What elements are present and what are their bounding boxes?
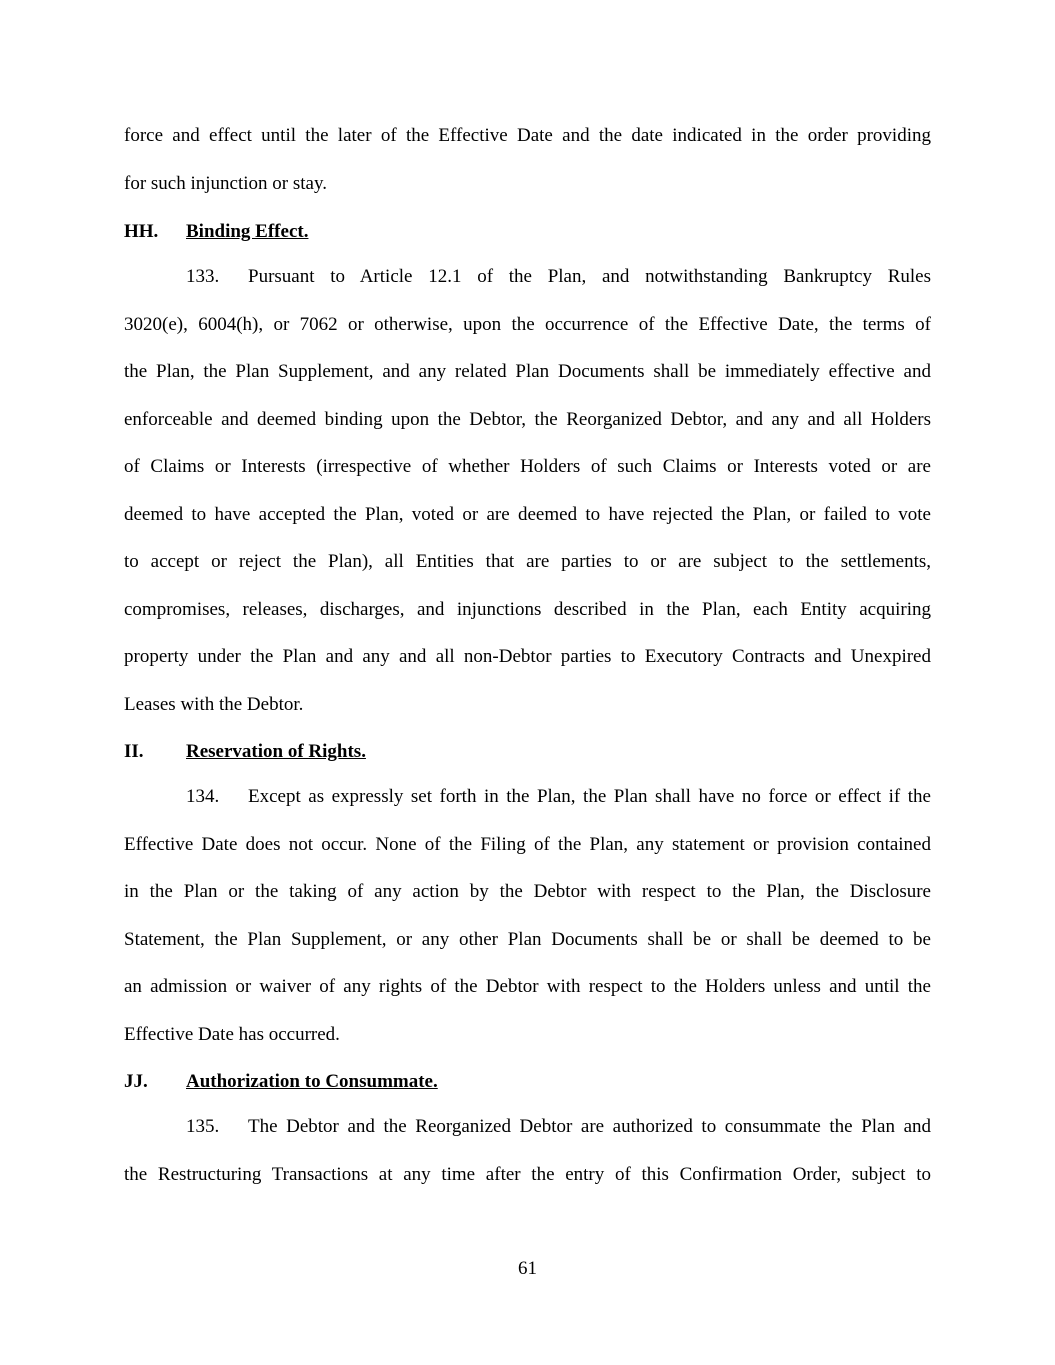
paragraph-134-line: Effective Date does not occur. None of the Filing of the Plan, any statement or provision contained bbox=[124, 834, 931, 855]
paragraph-133-line: Leases with the Debtor. bbox=[124, 694, 304, 715]
page-number: 61 bbox=[518, 1258, 537, 1279]
section-number: JJ. bbox=[124, 1071, 148, 1092]
continuation-line: force and effect until the later of the Effective Date and the date indicated in the order providing bbox=[124, 125, 931, 146]
paragraph-text: Pursuant to Article 12.1 of the Plan, and notwithstanding Bankruptcy Rules bbox=[248, 266, 931, 287]
paragraph-134-line: Statement, the Plan Supplement, or any other Plan Documents shall be or shall be deemed to be bbox=[124, 929, 931, 950]
paragraph-134-line: an admission or waiver of any rights of the Debtor with respect to the Holders unless and until the bbox=[124, 976, 931, 997]
paragraph-number: 133. bbox=[186, 266, 220, 287]
paragraph-135-line: the Restructuring Transactions at any time after the entry of this Confirmation Order, subject to bbox=[124, 1164, 931, 1185]
section-number: II. bbox=[124, 741, 144, 762]
paragraph-133-line: enforceable and deemed binding upon the Debtor, the Reorganized Debtor, and any and all Holders bbox=[124, 409, 931, 430]
paragraph-133-line: property under the Plan and any and all non-Debtor parties to Executory Contracts and Unexpired bbox=[124, 646, 931, 667]
paragraph-text: Except as expressly set forth in the Plan, the Plan shall have no force or effect if the bbox=[248, 786, 931, 807]
paragraph-133-line: to accept or reject the Plan), all Entities that are parties to or are subject to the settlements, bbox=[124, 551, 931, 572]
paragraph-133-line: 3020(e), 6004(h), or 7062 or otherwise, upon the occurrence of the Effective Date, the terms of bbox=[124, 314, 931, 335]
paragraph-133-line: the Plan, the Plan Supplement, and any related Plan Documents shall be immediately effective and bbox=[124, 361, 931, 382]
paragraph-133-line bbox=[124, 265, 931, 289]
section-number: HH. bbox=[124, 221, 159, 242]
section-title: Reservation of Rights. bbox=[186, 741, 366, 762]
section-heading-jj bbox=[124, 1070, 438, 1094]
paragraph-number: 134. bbox=[186, 786, 220, 807]
paragraph-number: 135. bbox=[186, 1116, 220, 1137]
paragraph-134-line bbox=[124, 785, 931, 809]
section-heading-hh bbox=[124, 220, 308, 244]
continuation-line: for such injunction or stay. bbox=[124, 173, 327, 194]
section-heading-ii bbox=[124, 740, 366, 764]
paragraph-133-line: compromises, releases, discharges, and injunctions described in the Plan, each Entity acquiring bbox=[124, 599, 931, 620]
paragraph-text: The Debtor and the Reorganized Debtor are authorized to consummate the Plan and bbox=[248, 1116, 931, 1137]
paragraph-133-line: of Claims or Interests (irrespective of whether Holders of such Claims or Interests voted or are bbox=[124, 456, 931, 477]
paragraph-134-line: Effective Date has occurred. bbox=[124, 1024, 340, 1045]
paragraph-135-line bbox=[124, 1115, 931, 1139]
paragraph-133-line: deemed to have accepted the Plan, voted or are deemed to have rejected the Plan, or failed to vote bbox=[124, 504, 931, 525]
section-title: Binding Effect. bbox=[186, 221, 309, 242]
paragraph-134-line: in the Plan or the taking of any action by the Debtor with respect to the Plan, the Disclosure bbox=[124, 881, 931, 902]
section-title: Authorization to Consummate. bbox=[186, 1071, 438, 1092]
